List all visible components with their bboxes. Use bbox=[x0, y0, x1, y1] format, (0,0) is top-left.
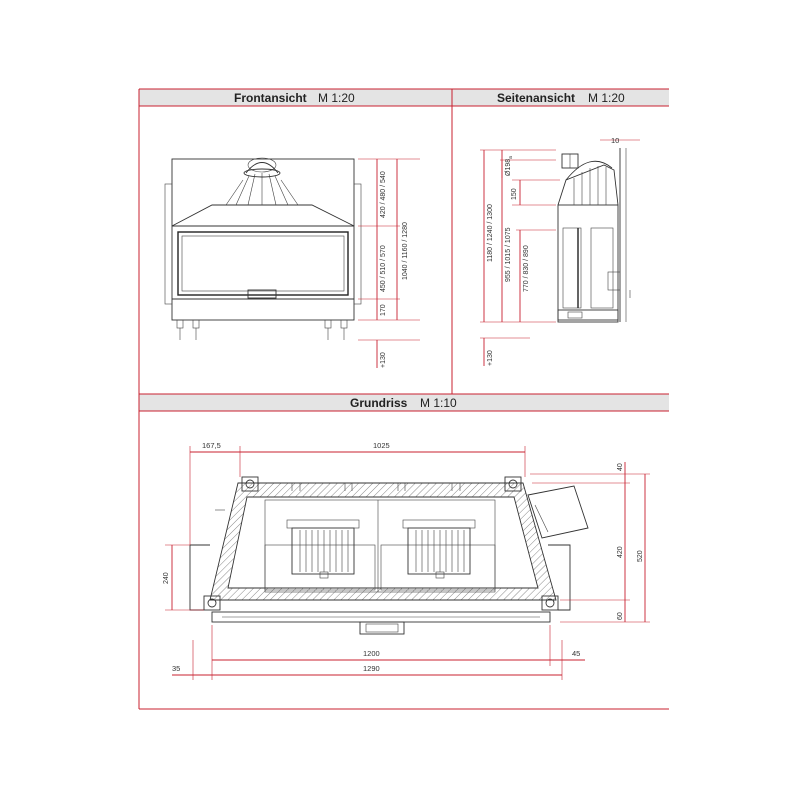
dim-side-below: +130 bbox=[487, 350, 494, 366]
dim-plan-depth-mid: 420 bbox=[617, 546, 624, 558]
dim-front-top: 420 / 480 / 540 bbox=[380, 171, 387, 218]
dim-plan-depth-top: 40 bbox=[617, 463, 624, 471]
side-view-scale: M 1:20 bbox=[588, 91, 625, 105]
plan-view-header bbox=[350, 396, 457, 410]
dim-side-inner: 770 / 830 / 890 bbox=[523, 245, 530, 292]
dim-side-top-offset: 10 bbox=[611, 136, 620, 145]
dim-plan-left-depth: 240 bbox=[163, 572, 170, 584]
dim-plan-depth-bottom: 60 bbox=[617, 612, 624, 620]
dim-side-total: 1180 / 1240 / 1300 bbox=[487, 204, 494, 262]
front-view-dimensions bbox=[358, 159, 420, 368]
side-view-header bbox=[497, 91, 625, 105]
dim-side-flue: $Ø198_a$ bbox=[505, 156, 514, 176]
dim-plan-depth-total: 520 bbox=[637, 550, 644, 562]
dim-front-below: +130 bbox=[380, 352, 387, 368]
dim-plan-left-bottom: 35 bbox=[172, 664, 181, 673]
dim-plan-top-width: 1025 bbox=[373, 441, 390, 450]
dim-front-glass: 450 / 510 / 570 bbox=[380, 245, 387, 292]
front-view-header bbox=[234, 91, 355, 105]
dim-plan-width-outer: 1290 bbox=[363, 664, 380, 673]
front-view-drawing bbox=[165, 158, 361, 340]
side-view-dimensions bbox=[480, 136, 619, 366]
dim-side-flue-height: 955 / 1015 / 1075 bbox=[505, 227, 512, 282]
dim-plan-right-offset: 45 bbox=[572, 649, 581, 658]
plan-view-title: Grundriss bbox=[350, 396, 408, 410]
dim-plan-left-offset: 167,5 bbox=[202, 441, 221, 450]
side-view-title: Seitenansicht bbox=[497, 91, 576, 105]
plan-view-dimensions bbox=[163, 441, 650, 680]
front-view-title: Frontansicht bbox=[234, 91, 307, 105]
dim-plan-width-inner: 1200 bbox=[363, 649, 380, 658]
side-view-drawing bbox=[558, 140, 640, 322]
plan-view-scale: M 1:10 bbox=[420, 396, 457, 410]
dim-side-collar: 150 bbox=[511, 188, 518, 200]
plan-view-drawing bbox=[190, 477, 588, 634]
dim-front-overall: 1040 / 1160 / 1280 bbox=[402, 222, 409, 280]
dim-front-base: 170 bbox=[380, 304, 387, 316]
front-view-scale: M 1:20 bbox=[318, 91, 355, 105]
